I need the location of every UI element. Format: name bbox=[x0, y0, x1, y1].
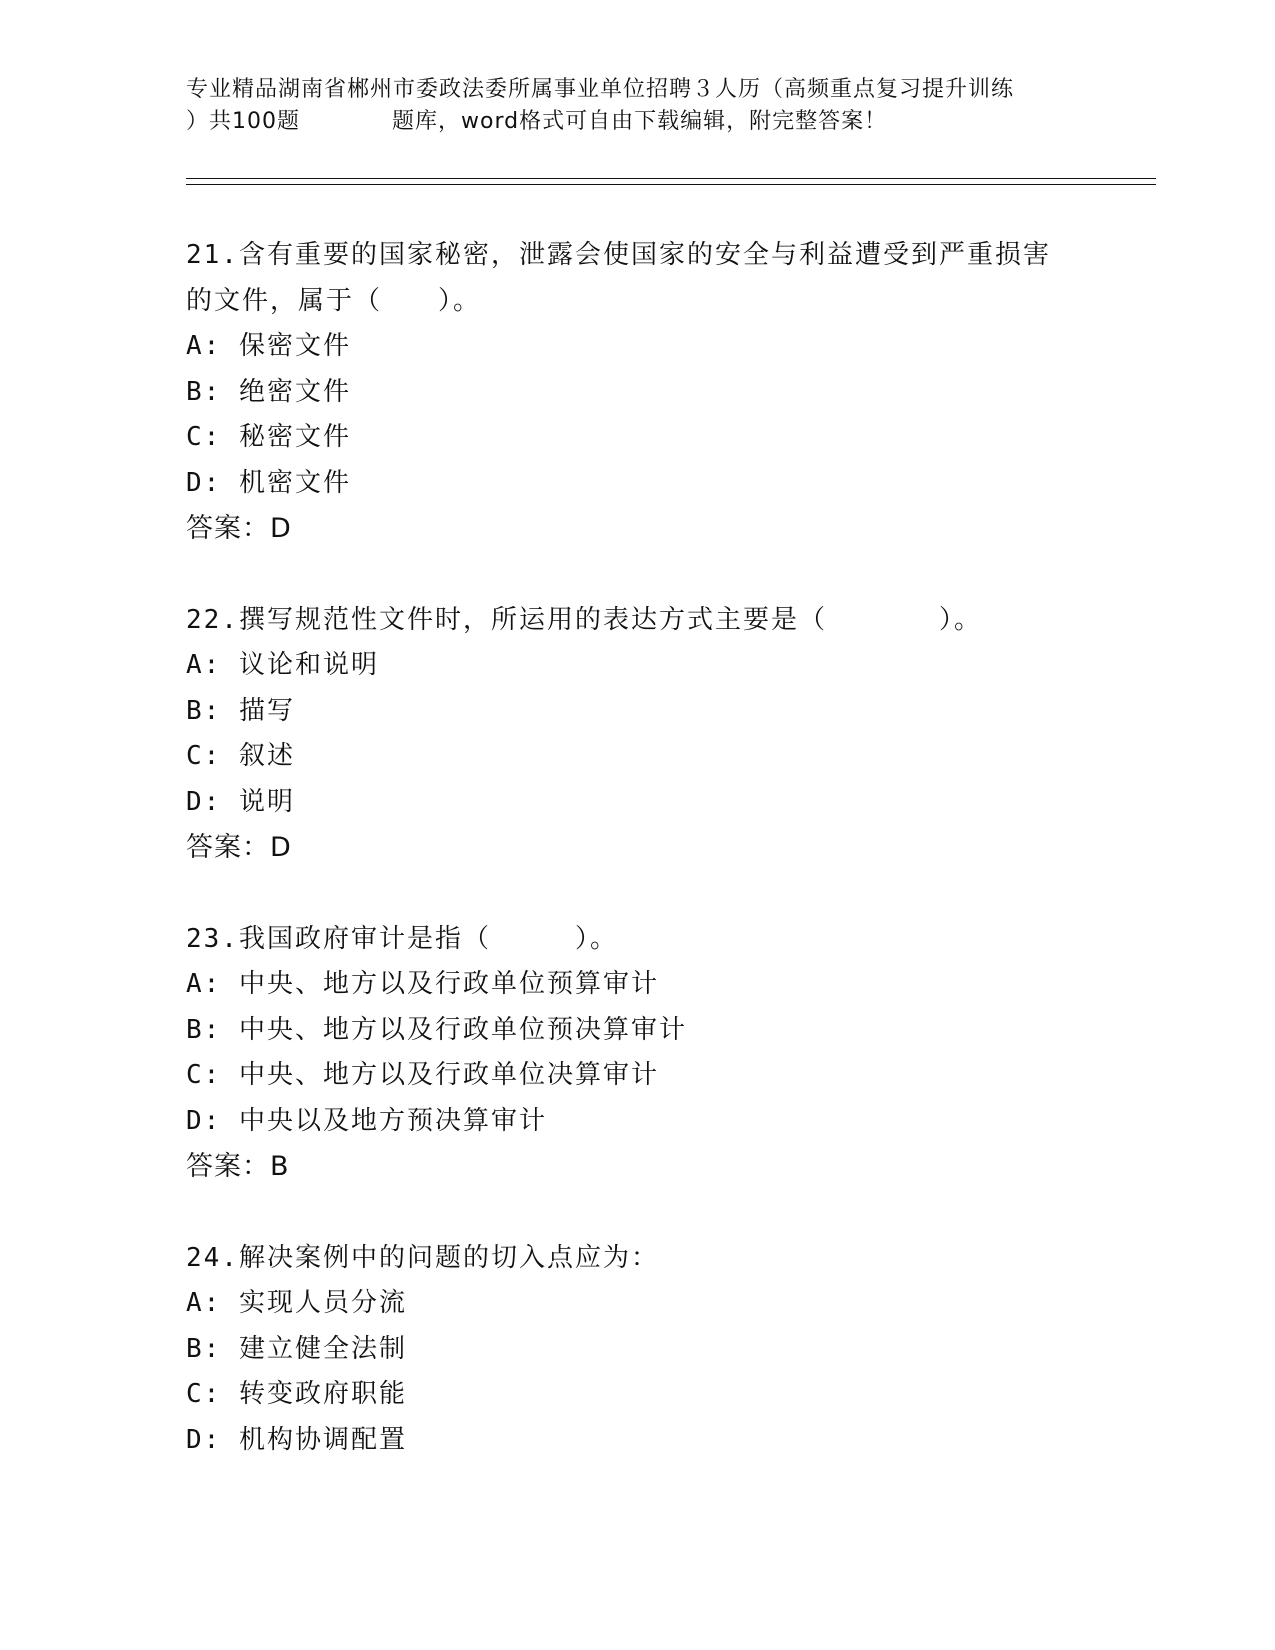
question-stem: 22.撰写规范性文件时，所运用的表达方式主要是（ ）。 bbox=[186, 604, 982, 635]
option-c: C: 中央、地方以及行政单位决算审计 bbox=[186, 1060, 659, 1090]
question-stem: 23.我国政府审计是指（ ）。 bbox=[186, 923, 618, 954]
question-stem: 21.含有重要的国家秘密，泄露会使国家的安全与利益遭受到严重损害 bbox=[186, 240, 1051, 270]
answer: 答案：B bbox=[186, 1151, 290, 1182]
header-rule-bottom bbox=[186, 184, 1156, 185]
option-c: C: 转变政府职能 bbox=[186, 1379, 407, 1409]
option-d: D: 说明 bbox=[186, 786, 295, 817]
option-a: A: 实现人员分流 bbox=[186, 1288, 407, 1318]
option-b: B: 描写 bbox=[186, 695, 295, 726]
option-d: D: 中央以及地方预决算审计 bbox=[186, 1105, 547, 1136]
option-a: A: 保密文件 bbox=[186, 331, 351, 361]
answer: 答案：D bbox=[186, 832, 292, 863]
question-23 bbox=[186, 917, 1086, 1190]
question-21 bbox=[186, 233, 1086, 552]
option-c: C: 秘密文件 bbox=[186, 422, 351, 452]
option-c: C: 叙述 bbox=[186, 741, 295, 771]
option-d: D: 机密文件 bbox=[186, 467, 351, 498]
option-d: D: 机构协调配置 bbox=[186, 1424, 407, 1455]
option-a: A: 议论和说明 bbox=[186, 650, 379, 680]
question-24 bbox=[186, 1236, 1086, 1464]
option-b: B: 绝密文件 bbox=[186, 376, 351, 407]
question-stem: 24.解决案例中的问题的切入点应为： bbox=[186, 1242, 659, 1273]
header-rule-top bbox=[186, 178, 1156, 179]
question-stem: 的文件，属于（ ）。 bbox=[186, 285, 482, 316]
answer: 答案：D bbox=[186, 513, 292, 544]
header-line-1: 专业精品湖南省郴州市委政法委所属事业单位招聘３人历（高频重点复习提升训练 bbox=[186, 77, 1015, 102]
option-a: A: 中央、地方以及行政单位预算审计 bbox=[186, 969, 659, 999]
option-b: B: 中央、地方以及行政单位预决算审计 bbox=[186, 1014, 687, 1045]
option-b: B: 建立健全法制 bbox=[186, 1333, 407, 1364]
question-22 bbox=[186, 598, 1086, 871]
document-header bbox=[186, 74, 1086, 138]
header-line-2: ）共100题 题库，word格式可自由下载编辑，附完整答案！ bbox=[186, 109, 888, 134]
question-list bbox=[186, 233, 1086, 1509]
